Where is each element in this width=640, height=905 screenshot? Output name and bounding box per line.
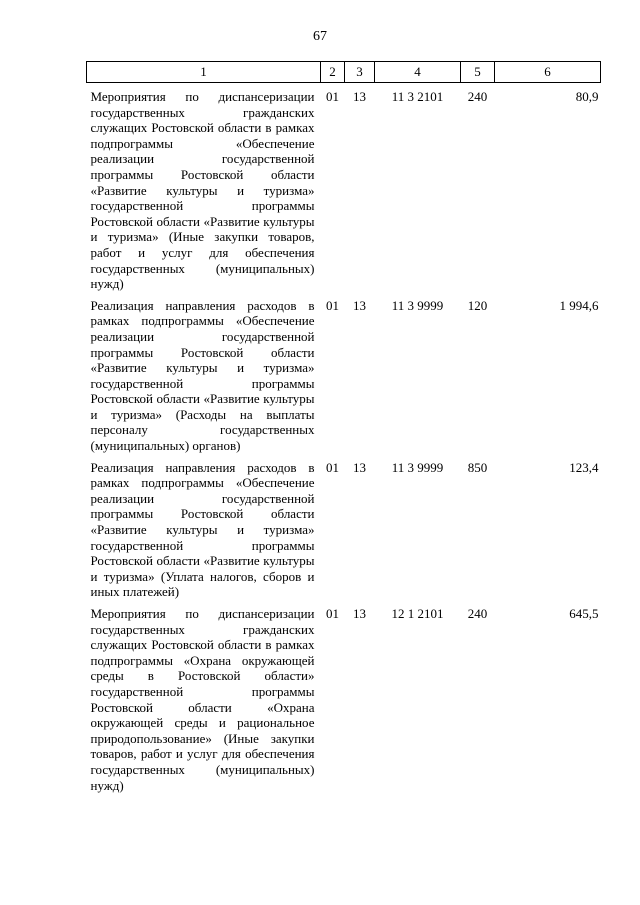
row-subsection-code: 13 <box>353 459 366 475</box>
header-col-6: 6 <box>495 62 601 83</box>
row-description: Мероприятия по диспансеризации государственных гражданских служащих Ростовской области в рамках подпрограммы «Охрана окружающей среды в Ростовской области» государственной программы Ростовской области «Охрана окружающей среды и рациональное природопользование» (Иные закупки товаров, работ и услуг для обеспечения государственных (муниципальных) нужд) <box>90 606 315 793</box>
header-col-3: 3 <box>345 62 375 83</box>
page-number: 67 <box>313 29 327 44</box>
row-subsection-code: 13 <box>353 89 366 104</box>
table-row <box>87 83 601 298</box>
row-amount: 80,9 <box>575 89 599 104</box>
row-amount: 645,5 <box>569 606 599 621</box>
row-description: Реализация направления расходов в рамках подпрограммы «Обеспечение реализации государственной программы Ростовской области «Развитие культуры и туризма» государственной программы Ростовской области «Развитие культуры и туризма» (Уплата налогов, сборов и иных платежей) <box>90 459 315 600</box>
table-row <box>87 298 601 460</box>
row-section-code: 01 <box>326 297 339 313</box>
row-amount: 123,4 <box>569 459 599 475</box>
header-col-2: 2 <box>321 62 345 83</box>
table-header-row <box>87 62 601 83</box>
row-expense-type: 240 <box>467 89 488 104</box>
budget-table <box>86 61 601 799</box>
table-row <box>87 460 601 606</box>
row-target-code: 11 3 2101 <box>391 89 444 104</box>
table-row <box>87 606 601 799</box>
row-expense-type: 240 <box>467 606 488 621</box>
row-section-code: 01 <box>326 89 339 104</box>
row-target-code: 11 3 9999 <box>391 297 444 313</box>
row-description: Реализация направления расходов в рамках подпрограммы «Обеспечение реализации государственной программы Ростовской области «Развитие культуры и туризма» государственной программы Ростовской области «Развитие культуры и туризма» (Расходы на выплаты персоналу государственных (муниципальных) органов) <box>90 297 315 454</box>
row-amount: 1 994,6 <box>559 297 599 313</box>
row-subsection-code: 13 <box>353 297 366 313</box>
header-col-1: 1 <box>87 62 321 83</box>
row-target-code: 11 3 9999 <box>391 459 444 475</box>
row-expense-type: 120 <box>467 297 488 313</box>
row-subsection-code: 13 <box>353 606 366 621</box>
row-description: Мероприятия по диспансеризации государственных гражданских служащих Ростовской области в рамках подпрограммы «Обеспечение реализации государственной программы Ростовской области «Развитие культуры и туризма» государственной программы Ростовской области «Развитие культуры и туризма» (Иные закупки товаров, работ и услуг для обеспечения государственных (муниципальных) нужд) <box>90 89 315 292</box>
row-section-code: 01 <box>326 606 339 621</box>
row-section-code: 01 <box>326 459 339 475</box>
row-target-code: 12 1 2101 <box>391 606 444 621</box>
header-col-5: 5 <box>461 62 495 83</box>
row-expense-type: 850 <box>467 459 488 475</box>
header-col-4: 4 <box>375 62 461 83</box>
